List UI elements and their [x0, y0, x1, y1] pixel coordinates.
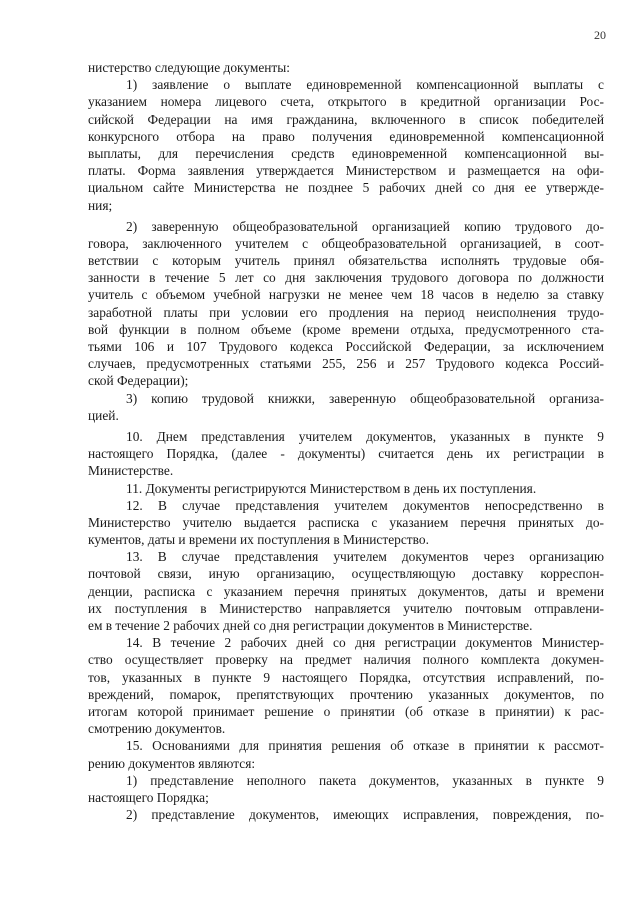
text-line: 12. В случае представления учителем документов непосредственно в — [126, 497, 604, 513]
text-line: рению документов являются: — [88, 755, 256, 771]
text-line: 15. Основаниями для принятия решения об отказе в принятии к рассмот- — [126, 738, 604, 754]
paragraph-item-3 — [88, 390, 604, 424]
paragraph-14 — [88, 634, 604, 737]
text-line: тьями 106 и 107 Трудового кодекса Российской Федерации, за исключением — [88, 339, 604, 354]
text-line: 1) представление неполного пакета документов, указанных в пункте 9 — [126, 772, 604, 788]
text-line: итогам которой принимает решение о принятии (об отказе в принятии) к рас- — [88, 703, 604, 719]
text-line: вой функции в полном объеме (кроме времени отдыха, предусмотренного ста- — [88, 321, 604, 337]
text-line: ской Федерации); — [88, 373, 189, 389]
paragraph-10 — [88, 428, 604, 480]
text-line: 11. Документы регистрируются Министерством в день их поступления. — [126, 480, 537, 496]
text-line: случаев, предусмотренных статьями 255, 256 и 257 Трудового кодекса Россий- — [88, 356, 604, 372]
text-line: денции, расписка с указанием перечня принятых документов, даты и времени — [88, 583, 604, 599]
text-line: их поступления в Министерство направляется учителю почтовым отправлени- — [88, 600, 604, 616]
text-line: сийской Федерации на имя гражданина, включенного в список победителей — [88, 111, 604, 127]
text-line: выплаты, для перечисления средств единовременной компенсационной вы- — [88, 145, 604, 161]
text-line: конкурсного отбора на право получения единовременной компенсационной — [88, 128, 604, 144]
paragraph-13 — [88, 548, 604, 634]
paragraph-intro — [88, 59, 604, 76]
text-line: вреждений, помарок, препятствующих прочтению указанных документов, по — [88, 686, 604, 702]
document-body — [88, 59, 604, 823]
text-line: ство осуществляет проверку на предмет наличия полного комплекта докумен- — [88, 652, 604, 668]
paragraph-11 — [88, 480, 604, 497]
paragraph-15-item-1 — [88, 772, 604, 806]
text-line: ветствии с которым учитель принял обязательства исполнять трудовые обя- — [88, 253, 604, 269]
paragraph-item-2 — [88, 218, 604, 390]
text-line: 1) заявление о выплате единовременной компенсационной выплаты с — [126, 77, 604, 93]
paragraph-item-1 — [88, 76, 604, 214]
text-line: почтовой связи, иную организацию, осуществляющую доставку корреспон- — [88, 566, 604, 582]
paragraph-15-item-2 — [88, 806, 604, 823]
text-line: 3) копию трудовой книжки, заверенную общеобразовательной организа- — [126, 390, 604, 406]
text-line: ния; — [88, 197, 113, 213]
text-line: нистерство следующие документы: — [88, 60, 291, 75]
text-line: 13. В случае представления учителем документов через организацию — [126, 549, 604, 565]
text-line: кументов, даты и времени их поступления в Министерство. — [88, 532, 429, 548]
paragraph-12 — [88, 497, 604, 549]
paragraph-15 — [88, 737, 604, 771]
text-line: указанием номера лицевого счета, открытого в кредитной организации Рос- — [88, 94, 604, 110]
text-line: 14. В течение 2 рабочих дней со дня регистрации документов Министер- — [126, 635, 604, 651]
text-line: смотрению документов. — [88, 721, 226, 737]
text-line: говора, заключенного учителем с общеобразовательной организацией, в соот- — [88, 235, 604, 251]
text-line: 10. Днем представления учителем документов, указанных в пункте 9 — [126, 428, 604, 444]
text-line: занности в течение 5 лет со дня заключения трудового договора по должности — [88, 270, 604, 286]
text-line: учитель с объемом учебной нагрузки не менее чем 18 часов в неделю за ставку — [88, 287, 604, 303]
text-line: платы. Форма заявления утверждается Министерством и размещается на офи- — [88, 163, 604, 179]
text-line: цией. — [88, 407, 119, 423]
text-line: Министерство учителю выдается расписка с указанием перечня принятых до- — [88, 514, 604, 530]
text-line: 2) представление документов, имеющих исправления, повреждения, по- — [126, 807, 604, 823]
text-line: Министерстве. — [88, 463, 174, 479]
text-line: настоящего Порядка, (далее - документы) считается день их регистрации в — [88, 446, 604, 462]
text-line: настоящего Порядка; — [88, 789, 209, 805]
text-line: ем в течение 2 рабочих дней со дня регистрации документов в Министерстве. — [88, 618, 533, 633]
text-line: циальном сайте Министерства не позднее 5 рабочих дней со дня ее утвержде- — [88, 180, 604, 196]
text-line: заработной платы при условии его продления на период неисполнения трудо- — [88, 304, 604, 320]
page-number: 20 — [594, 28, 606, 42]
text-line: тов, указанных в пункте 9 настоящего Порядка, отсутствия исправлений, по- — [88, 669, 604, 685]
text-line: 2) заверенную общеобразовательной организацией копию трудового до- — [126, 218, 604, 234]
